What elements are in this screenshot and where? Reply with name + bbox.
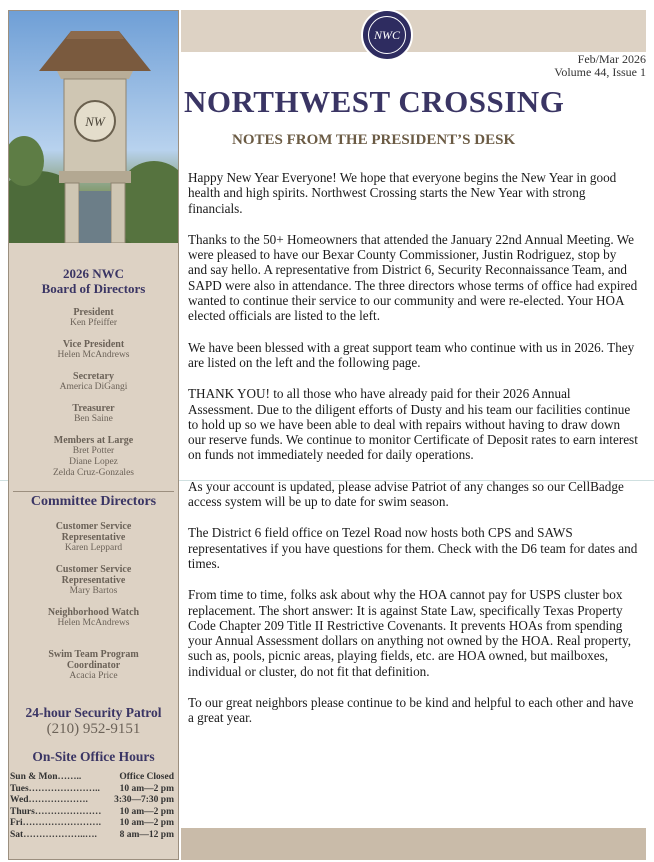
committee-name: Acacia Price [69, 671, 118, 681]
article-paragraph: From time to time, folks ask about why the HOA cannot pay for USPS cluster box replacement. The short answer: It is against State Law, specifically Texas Property Code Chapter 209 Title II Restrictive Covenants. It prevents HOAs from spending your Annual Assessment dollars on anything not owned by the HOA. Real property, such as, pools, picnic areas, playing fields, etc. are HOA owned, but mailboxes, individual or cluster, do not fit that definition. [188, 587, 632, 679]
committee-name: Mary Bartos [69, 586, 118, 596]
hours-time: 3:30—7:30 pm [114, 795, 174, 805]
board-name: Ben Saine [74, 414, 113, 424]
nwc-logo [361, 9, 413, 61]
hours-days: Fri……………………. [10, 818, 102, 828]
committee-role: Customer Service [55, 521, 132, 532]
office-hours-list [9, 772, 178, 841]
board-name: Zelda Cruz-Gonzales [53, 468, 134, 478]
clock-tower-photo [9, 11, 178, 243]
committee-role: Swim Team Program [48, 649, 139, 660]
hours-row [9, 818, 178, 830]
hours-days: Sun & Mon…….. [10, 772, 82, 782]
board-heading-line1: 2026 NWC [62, 266, 125, 281]
board-name: Ken Pfeiffer [69, 318, 118, 328]
office-hours-heading: On-Site Office Hours [32, 749, 155, 764]
committee-role: Representative [61, 532, 126, 543]
hours-time: 8 am—12 pm [119, 829, 174, 840]
committee-item [9, 564, 178, 597]
committee-role: Customer Service [55, 564, 132, 575]
article-body [188, 170, 638, 742]
newsletter-title: NORTHWEST CROSSING [184, 84, 565, 119]
board-role: Members at Large [53, 435, 134, 446]
article-subtitle: NOTES FROM THE PRESIDENT’S DESK [232, 132, 516, 148]
hours-time: 10 am—2 pm [119, 806, 174, 817]
committee-role: Coordinator [66, 660, 121, 671]
board-name: Diane Lopez [69, 457, 118, 467]
committee-role: Neighborhood Watch [47, 607, 140, 618]
patrol-phone: (210) 952-9151 [46, 721, 141, 737]
article-paragraph: To our great neighbors please continue to be kind and helpful to each other and have a great year. [188, 695, 634, 726]
article-paragraph: As your account is updated, please advise Patriot of any changes so our CellBadge access system will be up to date for swim season. [188, 478, 624, 510]
hours-days: Tues………………….. [10, 783, 100, 794]
board-name: America DiGangi [59, 382, 128, 392]
board-role: Secretary [73, 371, 114, 382]
board-role: Vice President [62, 339, 125, 350]
board-role: President [73, 307, 114, 318]
committee-heading: Committee Directors [30, 494, 157, 509]
board-list [9, 307, 178, 479]
hours-row [9, 795, 178, 807]
hours-row [9, 784, 178, 796]
committee-item [9, 607, 178, 629]
issue-volume: Volume 44, Issue 1 [554, 65, 646, 79]
hours-days: Sat………………..…. [10, 829, 97, 840]
board-member [9, 403, 178, 425]
committee-role: Representative [61, 575, 126, 586]
article-paragraph: THANK YOU! to all those who have already paid for their 2026 Annual Assessment. Due to the diligent efforts of Dusty and his team our facilities continue to hold up so we have been able to deal with repairs without having to draw down our reserve funds. We continue to monitor Certificate of Deposit rates to earn interest on funds not immediately needed for daily operations. [188, 386, 638, 463]
hours-row [9, 807, 178, 819]
logo-text: NWC [368, 16, 406, 54]
header-band [181, 10, 646, 52]
sidebar-divider [13, 491, 174, 492]
issue-date: Feb/Mar 2026 [577, 52, 646, 66]
hours-days: Wed………………. [10, 795, 88, 805]
hours-time: 10 am—2 pm [119, 818, 174, 828]
hours-time: 10 am—2 pm [119, 783, 174, 794]
committee-item [9, 521, 178, 554]
board-name: Bret Potter [72, 446, 115, 456]
hours-days: Thurs………………… [10, 806, 102, 817]
board-member [9, 435, 178, 479]
committee-item [9, 649, 178, 682]
svg-text:NW: NW [85, 114, 105, 129]
clock-tower-illustration [9, 11, 178, 243]
board-name: Helen McAndrews [57, 350, 130, 360]
committee-name: Karen Leppard [64, 543, 123, 553]
board-member [9, 371, 178, 393]
sidebar [8, 10, 179, 860]
committee-list [9, 521, 178, 682]
article-paragraph: The District 6 field office on Tezel Road now hosts both CPS and SAWS representatives if you have questions for them. Check with the D6 team for dates and times. [188, 525, 638, 571]
patrol-label: 24-hour Security Patrol [25, 705, 162, 720]
article-paragraph: We have been blessed with a great support team who continue with us in 2026. They are listed on the left and the following page. [188, 339, 635, 370]
article-paragraph: Thanks to the 50+ Homeowners that attended the January 22nd Annual Meeting. We were pleased to have our Bexar County Commissioner, Justin Rodriguez, stop by and say hello. A representative from District 6, Security Reconnaissance Team, and SAPD were also in attendance. The three directors whose terms of office had expired wanted to continue their service to our community and were re-elected. Your HOA elected officials are listed to the left. [188, 231, 638, 324]
board-role: Treasurer [72, 403, 115, 414]
committee-name: Helen McAndrews [57, 618, 130, 628]
footer-band [181, 828, 646, 860]
hours-row [9, 772, 178, 784]
article-paragraph: Happy New Year Everyone! We hope that everyone begins the New Year in good health and high spirits. Northwest Crossing starts the New Year with strong financials. [188, 170, 617, 216]
board-member [9, 307, 178, 329]
hours-row [9, 830, 178, 842]
board-heading-line2: Board of Directors [41, 281, 146, 296]
board-member [9, 339, 178, 361]
hours-time: Office Closed [119, 772, 174, 782]
